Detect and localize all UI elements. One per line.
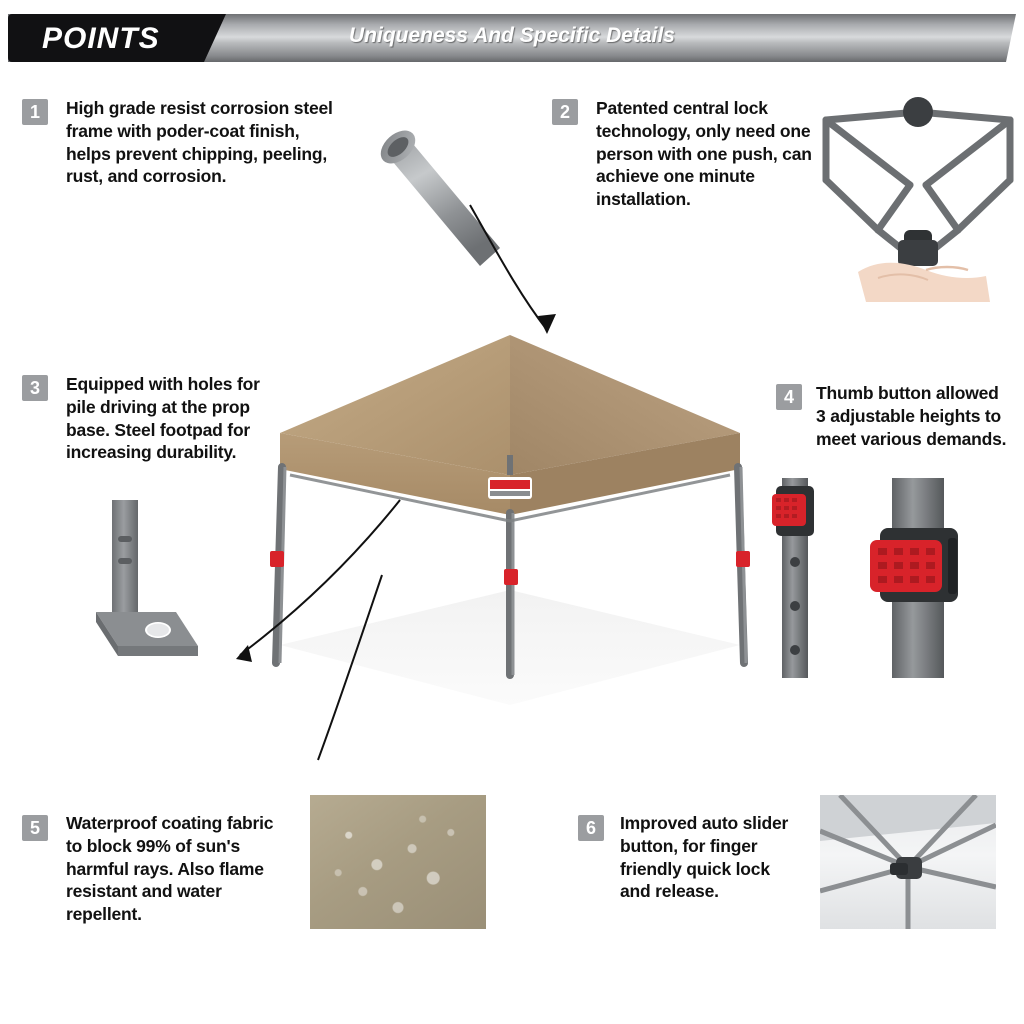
point-3-text: Equipped with holes for pile driving at the prop base. Steel footpad for increasing durability. xyxy=(66,374,260,463)
central-lock-photo xyxy=(818,90,1018,305)
header-title: Uniqueness And Specific Details xyxy=(349,24,675,47)
point-1-badge: 1 xyxy=(22,99,48,125)
point-1-text: High grade resist corrosion steel frame with poder-coat finish, helps prevent chipping, peeling, rust, and corrosion. xyxy=(66,98,333,187)
point-5-text: Waterproof coating fabric to block 99% of sun's harmful rays. Also flame resistant and water repellent. xyxy=(66,813,274,924)
point-6-badge: 6 xyxy=(578,815,604,841)
header-tab-label: POINTS xyxy=(42,22,160,55)
point-3-badge: 3 xyxy=(22,375,48,401)
point-5-badge: 5 xyxy=(22,815,48,841)
point-2-badge: 2 xyxy=(552,99,578,125)
point-2-text: Patented central lock technology, only need one person with one push, can achieve one minute installation. xyxy=(596,98,812,209)
auto-slider-photo xyxy=(820,795,996,929)
steel-footpad-photo xyxy=(80,500,220,668)
pop-up-canopy-tent xyxy=(210,325,810,745)
point-6-text: Improved auto slider button, for finger friendly quick lock and release. xyxy=(620,813,789,902)
steel-tube-photo xyxy=(368,130,528,280)
waterproof-fabric-swatch xyxy=(310,795,486,929)
header-banner xyxy=(8,14,1016,62)
point-4-badge: 4 xyxy=(776,384,802,410)
point-4-text: Thumb button allowed 3 adjustable heights to meet various demands. xyxy=(816,383,1007,449)
